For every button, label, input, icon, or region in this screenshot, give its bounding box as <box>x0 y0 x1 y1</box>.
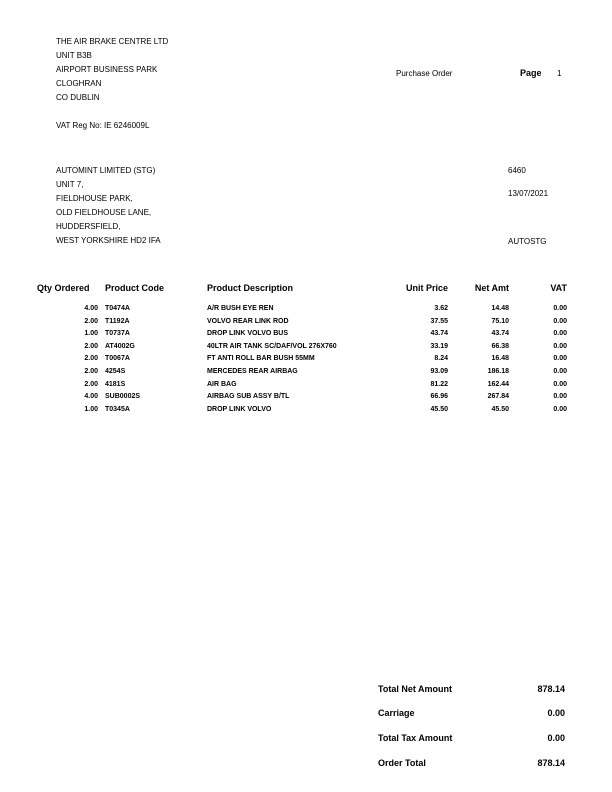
table-row <box>0 393 612 406</box>
table-row <box>0 368 612 381</box>
cell-net-amt: 66.38 <box>491 342 509 350</box>
cell-product-code: T0474A <box>105 305 130 312</box>
cell-qty: 4.00 <box>84 393 98 401</box>
cell-description: VOLVO REAR LINK ROD <box>207 317 289 325</box>
cell-vat: 0.00 <box>553 330 567 338</box>
customer-address-line: UNIT 7, <box>56 180 84 189</box>
col-header-code: Product Code <box>105 283 165 293</box>
cell-unit-price: 93.09 <box>430 368 448 375</box>
cell-unit-price: 33.19 <box>430 342 448 350</box>
cell-qty: 4.00 <box>84 305 98 312</box>
total-net-value: 878.14 <box>537 684 565 694</box>
cell-product-code: AT4002G <box>105 342 135 350</box>
col-header-qty: Qty Ordered <box>37 283 90 293</box>
carriage-value: 0.00 <box>547 708 565 718</box>
col-header-vat: VAT <box>550 283 567 293</box>
order-number: 6460 <box>508 166 526 175</box>
table-row <box>0 330 612 343</box>
vat-reg-number: VAT Reg No: IE 6246009L <box>56 121 150 130</box>
supplier-name: THE AIR BRAKE CENTRE LTD <box>56 37 169 46</box>
supplier-address-line: CLOGHRAN <box>56 79 102 88</box>
cell-description: MERCEDES REAR AIRBAG <box>207 368 298 375</box>
cell-qty: 1.00 <box>84 405 98 413</box>
table-row <box>0 318 612 331</box>
cell-description: DROP LINK VOLVO <box>207 405 272 413</box>
cell-qty: 2.00 <box>84 380 98 388</box>
customer-address-line: FIELDHOUSE PARK, <box>56 194 133 203</box>
carriage-label: Carriage <box>378 708 415 718</box>
table-row <box>0 406 612 419</box>
col-header-description: Product Description <box>207 283 294 293</box>
cell-vat: 0.00 <box>553 380 567 388</box>
total-net-label: Total Net Amount <box>378 684 452 694</box>
cell-unit-price: 66.96 <box>430 393 448 401</box>
cell-vat: 0.00 <box>553 405 567 413</box>
cell-net-amt: 162.44 <box>487 380 509 388</box>
customer-address-line: WEST YORKSHIRE HD2 IFA <box>56 236 161 245</box>
cell-qty: 2.00 <box>84 368 98 375</box>
customer-address <box>56 164 161 248</box>
cell-product-code: T1192A <box>105 317 130 325</box>
customer-address-line: HUDDERSFIELD, <box>56 222 121 231</box>
table-row <box>0 381 612 394</box>
table-row <box>0 305 612 318</box>
table-row <box>0 355 612 368</box>
cell-unit-price: 37.55 <box>430 317 448 325</box>
cell-product-code: SUB0002S <box>105 393 141 401</box>
cell-vat: 0.00 <box>553 305 567 312</box>
cell-unit-price: 45.50 <box>430 405 448 413</box>
col-header-unit-price: Unit Price <box>405 283 448 293</box>
cell-product-code: T0345A <box>105 405 130 413</box>
cell-qty: 1.00 <box>84 330 98 338</box>
account-code: AUTOSTG <box>508 237 547 246</box>
supplier-address <box>56 35 168 105</box>
order-date: 13/07/2021 <box>508 189 549 198</box>
cell-product-code: 4254S <box>105 368 126 375</box>
cell-unit-price: 8.24 <box>434 355 448 363</box>
cell-product-code: T0737A <box>105 330 130 338</box>
document-title: Purchase Order <box>396 69 453 78</box>
cell-net-amt: 14.48 <box>491 305 509 312</box>
cell-product-code: 4181S <box>105 380 126 388</box>
col-header-net-amt: Net Amt <box>474 283 509 293</box>
cell-vat: 0.00 <box>553 317 567 325</box>
cell-vat: 0.00 <box>553 342 567 350</box>
total-tax-label: Total Tax Amount <box>378 733 453 743</box>
cell-description: DROP LINK VOLVO BUS <box>207 330 289 338</box>
page-label: Page <box>520 68 542 78</box>
cell-unit-price: 43.74 <box>430 330 448 338</box>
cell-description: 40LTR AIR TANK SC/DAF/VOL 276X760 <box>207 342 337 350</box>
cell-description: AIRBAG SUB ASSY B/TL <box>207 393 290 401</box>
cell-description: AIR BAG <box>207 380 237 388</box>
cell-qty: 2.00 <box>84 355 98 363</box>
supplier-address-line: UNIT B3B <box>56 51 92 60</box>
supplier-address-line: AIRPORT BUSINESS PARK <box>56 65 158 74</box>
table-row <box>0 343 612 356</box>
cell-net-amt: 267.84 <box>487 393 509 401</box>
cell-unit-price: 3.62 <box>434 305 448 312</box>
order-total-value: 878.14 <box>537 758 565 768</box>
cell-description: A/R BUSH EYE REN <box>207 305 274 312</box>
page-number: 1 <box>557 69 562 78</box>
cell-unit-price: 81.22 <box>430 380 448 388</box>
cell-net-amt: 75.10 <box>491 317 509 325</box>
cell-net-amt: 186.18 <box>487 368 509 375</box>
supplier-address-line: CO DUBLIN <box>56 93 100 102</box>
cell-vat: 0.00 <box>553 393 567 401</box>
order-total-label: Order Total <box>378 758 426 768</box>
cell-net-amt: 16.48 <box>491 355 509 363</box>
cell-qty: 2.00 <box>84 317 98 325</box>
customer-name: AUTOMINT LIMITED (STG) <box>56 166 156 175</box>
cell-description: FT ANTI ROLL BAR BUSH 55MM <box>207 355 315 363</box>
cell-product-code: T0067A <box>105 355 130 363</box>
cell-net-amt: 43.74 <box>491 330 509 338</box>
total-tax-value: 0.00 <box>547 733 565 743</box>
cell-vat: 0.00 <box>553 368 567 375</box>
cell-vat: 0.00 <box>553 355 567 363</box>
cell-net-amt: 45.50 <box>491 405 509 413</box>
cell-qty: 2.00 <box>84 342 98 350</box>
customer-address-line: OLD FIELDHOUSE LANE, <box>56 208 152 217</box>
